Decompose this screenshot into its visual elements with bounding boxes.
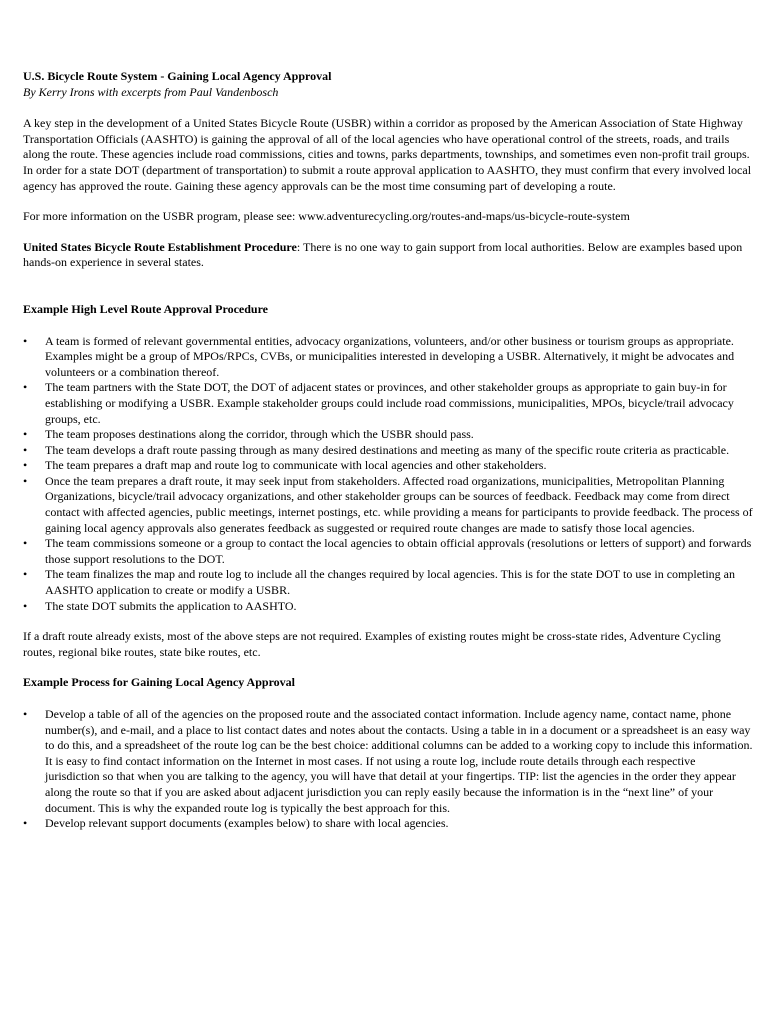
list-item: • A team is formed of relevant governmental entities, advocacy organizations, volunteers, and/or other business or tourism groups as appropriate. Examples might be a group of MPOs/RPCs, CVBs, or municipalities interested in developing a USBR. Alternatively, it might be advocates and volunteers or a combination thereof. [23,334,753,381]
high-level-heading: Example High Level Route Approval Procedure [23,301,268,316]
document-byline: By Kerry Irons with excerpts from Paul Vandenbosch [23,84,279,99]
list-item: • The state DOT submits the application to AASHTO. [23,599,753,615]
list-item: • Develop a table of all of the agencies on the proposed route and the associated contact information. Include agency name, contact name, phone number(s), and e-mail, and a place to list contact dates and notes about the contacts. Using a table in in a document or a spreadsheet is an easy way to do this, and a spreadsheet of the route log can be the best choice: additional columns can be added to a working copy to include this information. It is easy to find contact information on the Internet in most cases. If not using a route log, include route details through each respective jurisdiction so that when you are talking to the agency, you will have that detail at your fingertips. TIP: list the agencies in the order they appear along the route so that if you are asked about adjacent jurisdiction you can reply easily because the information is in the “next line” of your document. This is why the expanded route log is typically the best approach for this. [23,707,753,816]
list-item: • The team proposes destinations along the corridor, through which the USBR should pass. [23,427,753,443]
list-item: • The team prepares a draft map and route log to communicate with local agencies and other stakeholders. [23,458,753,474]
document-page [23,69,753,847]
more-info-paragraph: For more information on the USBR program, please see: www.adventurecycling.org/routes-and-maps/us-bicycle-route-system [23,209,630,224]
local-approval-list [23,707,753,832]
list-item: • The team commissions someone or a group to contact the local agencies to obtain official approvals (resolutions or letters of support) and forwards those support resolutions to the DOT. [23,536,753,567]
procedure-text: : There is no one way to gain support from local authorities. Below are examples based upon hands-on experience in several states. [23,239,743,270]
list-item: • The team finalizes the map and route log to include all the changes required by local agencies. This is for the state DOT to use in completing an AASHTO application to create or modify a USBR. [23,567,753,598]
list-item: • The team partners with the State DOT, the DOT of adjacent states or provinces, and other stakeholder groups as appropriate to gain buy-in for establishing or modifying a USBR. Example stakeholder groups could include road commissions, municipalities, MPOs, bicycle/trail advocacy groups, etc. [23,380,753,427]
list-item: • Develop relevant support documents (examples below) to share with local agencies. [23,816,753,832]
document-title: U.S. Bicycle Route System - Gaining Local Agency Approval [23,69,332,83]
procedure-paragraph [23,240,753,271]
list-item: • The team develops a draft route passing through as many desired destinations and meeting as many of the specific route criteria as practicable. [23,443,753,459]
draft-route-note: If a draft route already exists, most of the above steps are not required. Examples of existing routes might be cross-state rides, Adventure Cycling routes, regional bike routes, state bike routes, etc. [23,629,721,659]
local-approval-heading: Example Process for Gaining Local Agency Approval [23,675,296,690]
intro-paragraph: A key step in the development of a United States Bicycle Route (USBR) within a corridor as proposed by the American Association of State Highway Transportation Officials (AASHTO) is gaining the approval of all of the local agencies who have operational control of the streets, roads, and trails along the route. These agencies include road commissions, cities and towns, parks departments, townships, and sometimes even non-profit trail groups. In order for a state DOT (department of transportation) to submit a route approval application to AASHTO, they must confirm that every involved local agency has approved the route. Gaining these agency approvals can be the most time consuming part of developing a route. [23,116,752,193]
list-item: • Once the team prepares a draft route, it may seek input from stakeholders. Affected road organizations, municipalities, Metropolitan Planning Organizations, bicycle/trail advocacy organizations, and other stakeholder groups can be sources of feedback. Feedback may come from direct contact with affected agencies, public meetings, internet postings, etc. while providing a means for participants to provide feedback. The process of gaining local agency approvals also generates feedback as suggested or required route changes are made to satisfy those local agencies. [23,474,753,536]
high-level-list [23,334,753,615]
procedure-heading: United States Bicycle Route Establishment Procedure [23,239,297,254]
